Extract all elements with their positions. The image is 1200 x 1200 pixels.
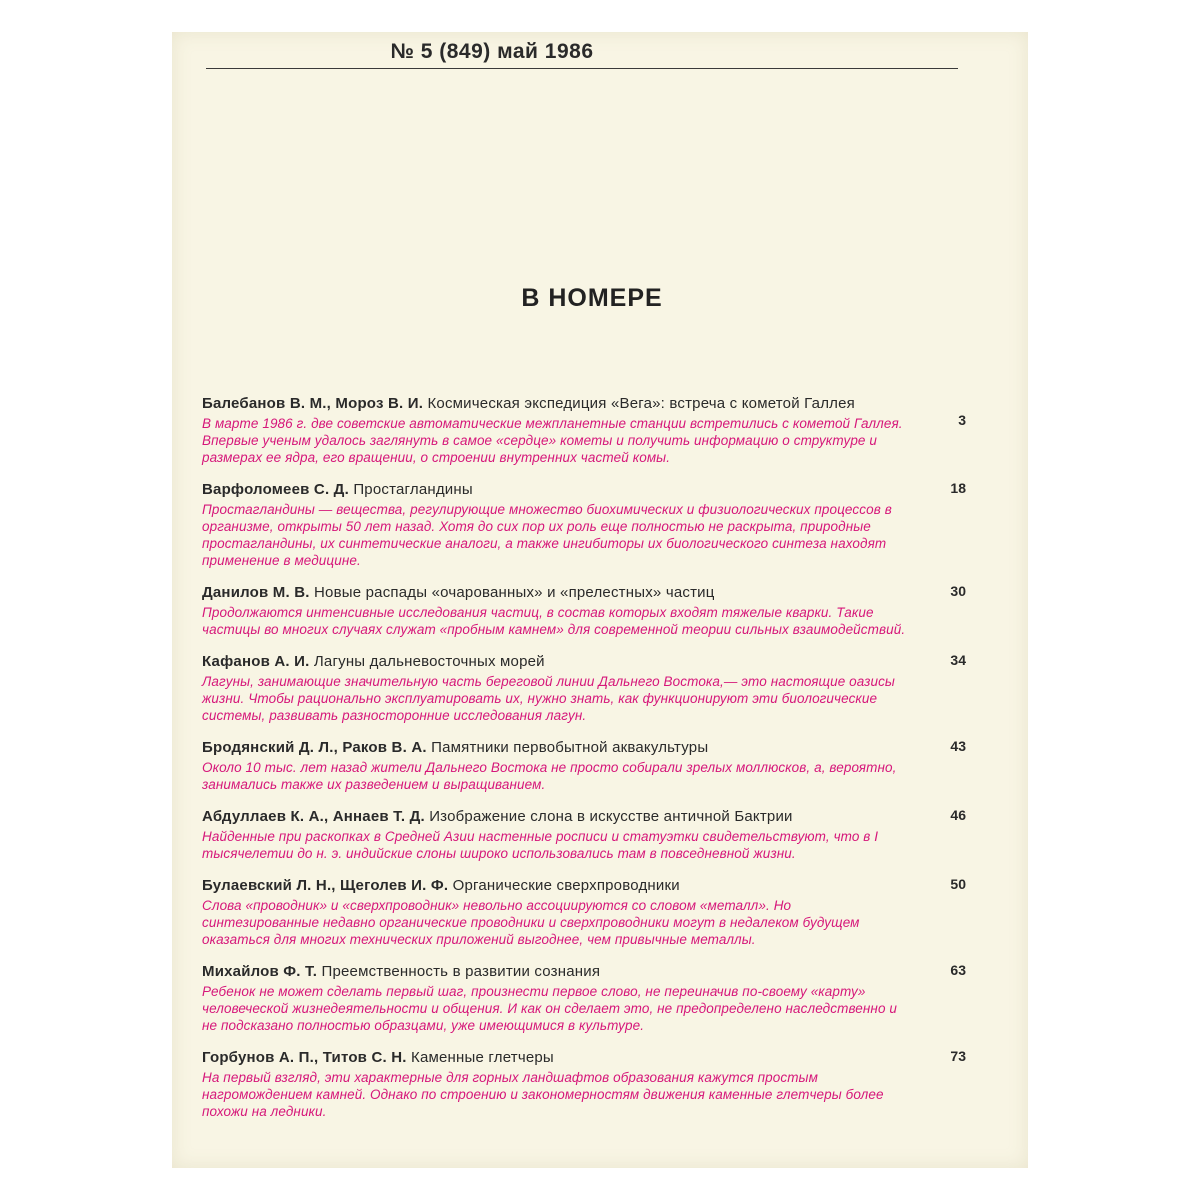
toc-title: В НОМЕРЕ [521, 284, 663, 312]
entry-title: Памятники первобытной аквакультуры [431, 739, 709, 756]
entry-description: Простагландины — вещества, регулирующие множество биохимических и физиологических процессов в организме, открыты 50 лет назад. Хотя до сих пор их роль еще полностью не раскрыта, природные простагландины, их синтетические аналоги, а также ингибиторы их биологического синтеза находят применение в медицине. [202, 502, 892, 568]
entry-page-number: 34 [950, 652, 966, 668]
entry-page-number: 73 [950, 1048, 966, 1064]
entry-authors: Булаевский Л. Н., Щеголев И. Ф. [202, 877, 449, 894]
entry-authors: Кафанов А. И. [202, 653, 310, 670]
entry-description: На первый взгляд, эти характерные для горных ландшафтов образования кажутся простым нагромождением камней. Однако по строению и закономерностям движения каменные глетчеры более похожи на ледники. [202, 1070, 884, 1119]
entry-title: Каменные глетчеры [411, 1049, 554, 1066]
entry-heading [202, 807, 908, 827]
entry-description: Лагуны, занимающие значительную часть береговой линии Дальнего Востока,— это настоящие оазисы жизни. Чтобы рационально эксплуатировать их, нужно знать, как функционируют эти биологические системы, развивать разносторонние исследования лагун. [202, 674, 895, 723]
entry-heading [202, 738, 908, 758]
entry-title: Преемственность в развитии сознания [321, 963, 601, 980]
entry-authors: Варфоломеев С. Д. [202, 481, 349, 498]
entry-authors: Михайлов Ф. Т. [202, 963, 318, 980]
toc-entry [202, 876, 1002, 948]
entry-heading [202, 652, 908, 672]
toc-entry [202, 962, 1002, 1034]
entry-title: Простагландины [353, 481, 473, 498]
entry-description: Продолжаются интенсивные исследования частиц, в состав которых входят тяжелые кварки. Такие частицы во многих случаях служат «пробным камнем» для современной теории сильных взаимодействий. [202, 605, 906, 637]
toc-entry [202, 738, 1002, 793]
toc-entry [202, 652, 1002, 724]
toc-entry [202, 807, 1002, 862]
entry-title: Изображение слона в искусстве античной Бактрии [429, 808, 793, 825]
magazine-page [172, 32, 1028, 1168]
entry-title: Новые распады «очарованных» и «прелестных» частиц [314, 584, 715, 601]
toc-entry [202, 583, 1002, 638]
toc-entry [202, 1048, 1002, 1120]
entry-description: Найденные при раскопках в Средней Азии настенные росписи и статуэтки свидетельствуют, что в I тысячелетии до н. э. индийские слоны широко использовались там в повседневной жизни. [202, 829, 879, 861]
toc-entry [202, 394, 1002, 466]
entry-page-number: 63 [950, 962, 966, 978]
entry-title: Органические сверхпроводники [452, 877, 680, 894]
entry-heading [202, 962, 908, 982]
entry-heading [202, 480, 908, 500]
entry-page-number: 3 [958, 412, 966, 428]
entry-heading [202, 583, 908, 603]
entry-page-number: 30 [950, 583, 966, 599]
entry-heading [202, 876, 908, 896]
entry-title: Лагуны дальневосточных морей [313, 653, 545, 670]
header-rule [206, 68, 958, 69]
entry-authors: Бродянский Д. Л., Раков В. А. [202, 739, 427, 756]
entry-title: Космическая экспедиция «Вега»: встреча с кометой Галлея [427, 395, 855, 412]
entry-page-number: 50 [950, 876, 966, 892]
entry-heading [202, 394, 908, 414]
entry-page-number: 43 [950, 738, 966, 754]
entry-authors: Балебанов В. М., Мороз В. И. [202, 395, 424, 412]
entry-authors: Абдуллаев К. А., Аннаев Т. Д. [202, 808, 425, 825]
issue-header: № 5 (849) май 1986 [390, 40, 594, 63]
entry-authors: Данилов М. В. [202, 584, 310, 601]
entry-description: В марте 1986 г. две советские автоматические межпланетные станции встретились с кометой Галлея. Впервые ученым удалось заглянуть в самое «сердце» кометы и получить информацию о структуре и размерах ее ядра, его вращении, о строении внутренних частей комы. [202, 416, 903, 465]
entry-description: Ребенок не может сделать первый шаг, произнести первое слово, не переиначив по-своему «карту» человеческой жизнедеятельности и общения. И как он сделает это, не предопределено наследственно и не подсказано полностью образцами, уже имеющимися в культуре. [202, 984, 898, 1033]
entry-page-number: 46 [950, 807, 966, 823]
entry-description: Слова «проводник» и «сверхпроводник» невольно ассоциируются со словом «металл». Но синтезированные недавно органические проводники и сверхпроводники могут в недалеком будущем оказаться для многих технических приложений выгоднее, чем привычные металлы. [202, 898, 860, 947]
entry-description: Около 10 тыс. лет назад жители Дальнего Востока не просто собирали зрелых моллюсков, а, вероятно, занимались также их разведением и выращиванием. [202, 760, 897, 792]
entry-page-number: 18 [950, 480, 966, 496]
entry-heading [202, 1048, 908, 1068]
toc-list [202, 394, 1002, 1134]
toc-entry [202, 480, 1002, 569]
entry-authors: Горбунов А. П., Титов С. Н. [202, 1049, 407, 1066]
